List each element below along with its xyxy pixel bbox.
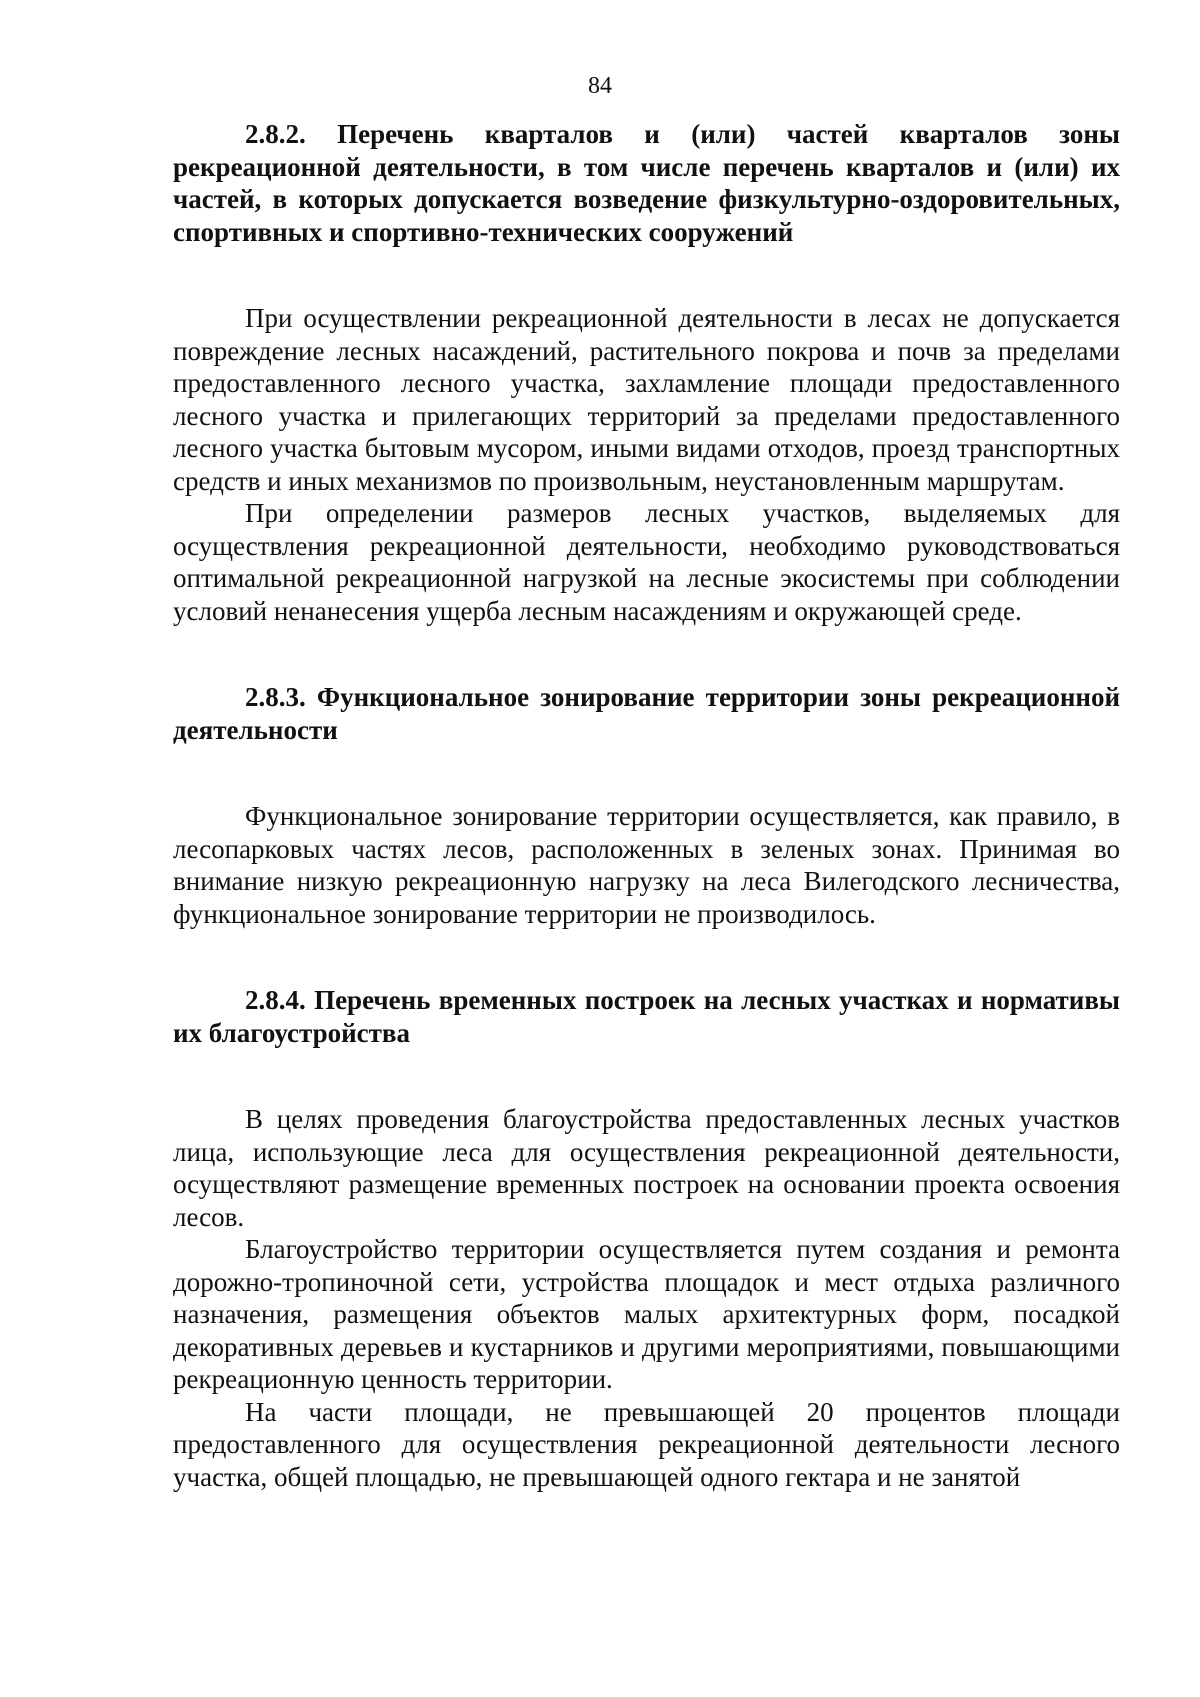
paragraph: При осуществлении рекреационной деятельности в лесах не допускается повреждение лесных насаждений, растительного покрова и почв за пределами предоставленного лесного участка, захламление площади предоставленного лесного участка и прилегающих территорий за пределами предоставленного лесного участка бытовым мусором, иными видами отходов, проезд транспортных средств и иных механизмов по произвольным, неустановленным маршрутам. [173,303,1120,496]
section-heading: 2.8.4. Перечень временных построек на лесных участках и нормативы их благоустройства [173,985,1120,1048]
section-2-8-3 [173,681,1120,930]
paragraph: На части площади, не превышающей 20 процентов площади предоставленного для осуществления рекреационной деятельности лесного участка, общей площадью, не превышающей одного гектара и не занятой [173,1396,1120,1492]
section-2-8-4 [173,984,1120,1493]
paragraph: Благоустройство территории осуществляется путем создания и ремонта дорожно-тропиночной сети, устройства площадок и мест отдыха различного назначения, размещения объектов малых архитектурных форм, посадкой декоративных деревьев и кустарников и другими мероприятиями, повышающими рекреационную ценность территории. [173,1234,1120,1394]
document-body [173,118,1120,1493]
page-number: 84 [588,73,612,99]
paragraph: Функциональное зонирование территории осуществляется, как правило, в лесопарковых частях лесов, расположенных в зеленых зонах. Принимая во внимание низкую рекреационную нагрузку на леса Вилегодского лесничества, функциональное зонирование территории не производилось. [173,801,1120,929]
paragraph: При определении размеров лесных участков, выделяемых для осуществления рекреационной деятельности, необходимо руководствоваться оптимальной рекреационной нагрузкой на лесные экосистемы при соблюдении условий ненанесения ущерба лесным насаждениям и окружающей среде. [173,498,1120,626]
section-2-8-2 [173,118,1120,627]
section-heading: 2.8.2. Перечень кварталов и (или) частей кварталов зоны рекреационной деятельности, в том числе перечень кварталов и (или) их частей, в которых допускается возведение физкультурно-оздоровительных, спортивных и спортивно-технических сооружений [173,119,1120,247]
section-heading: 2.8.3. Функциональное зонирование территории зоны рекреационной деятельности [173,682,1120,745]
paragraph: В целях проведения благоустройства предоставленных лесных участков лица, использующие леса для осуществления рекреационной деятельности, осуществляют размещение временных построек на основании проекта освоения лесов. [173,1104,1120,1232]
